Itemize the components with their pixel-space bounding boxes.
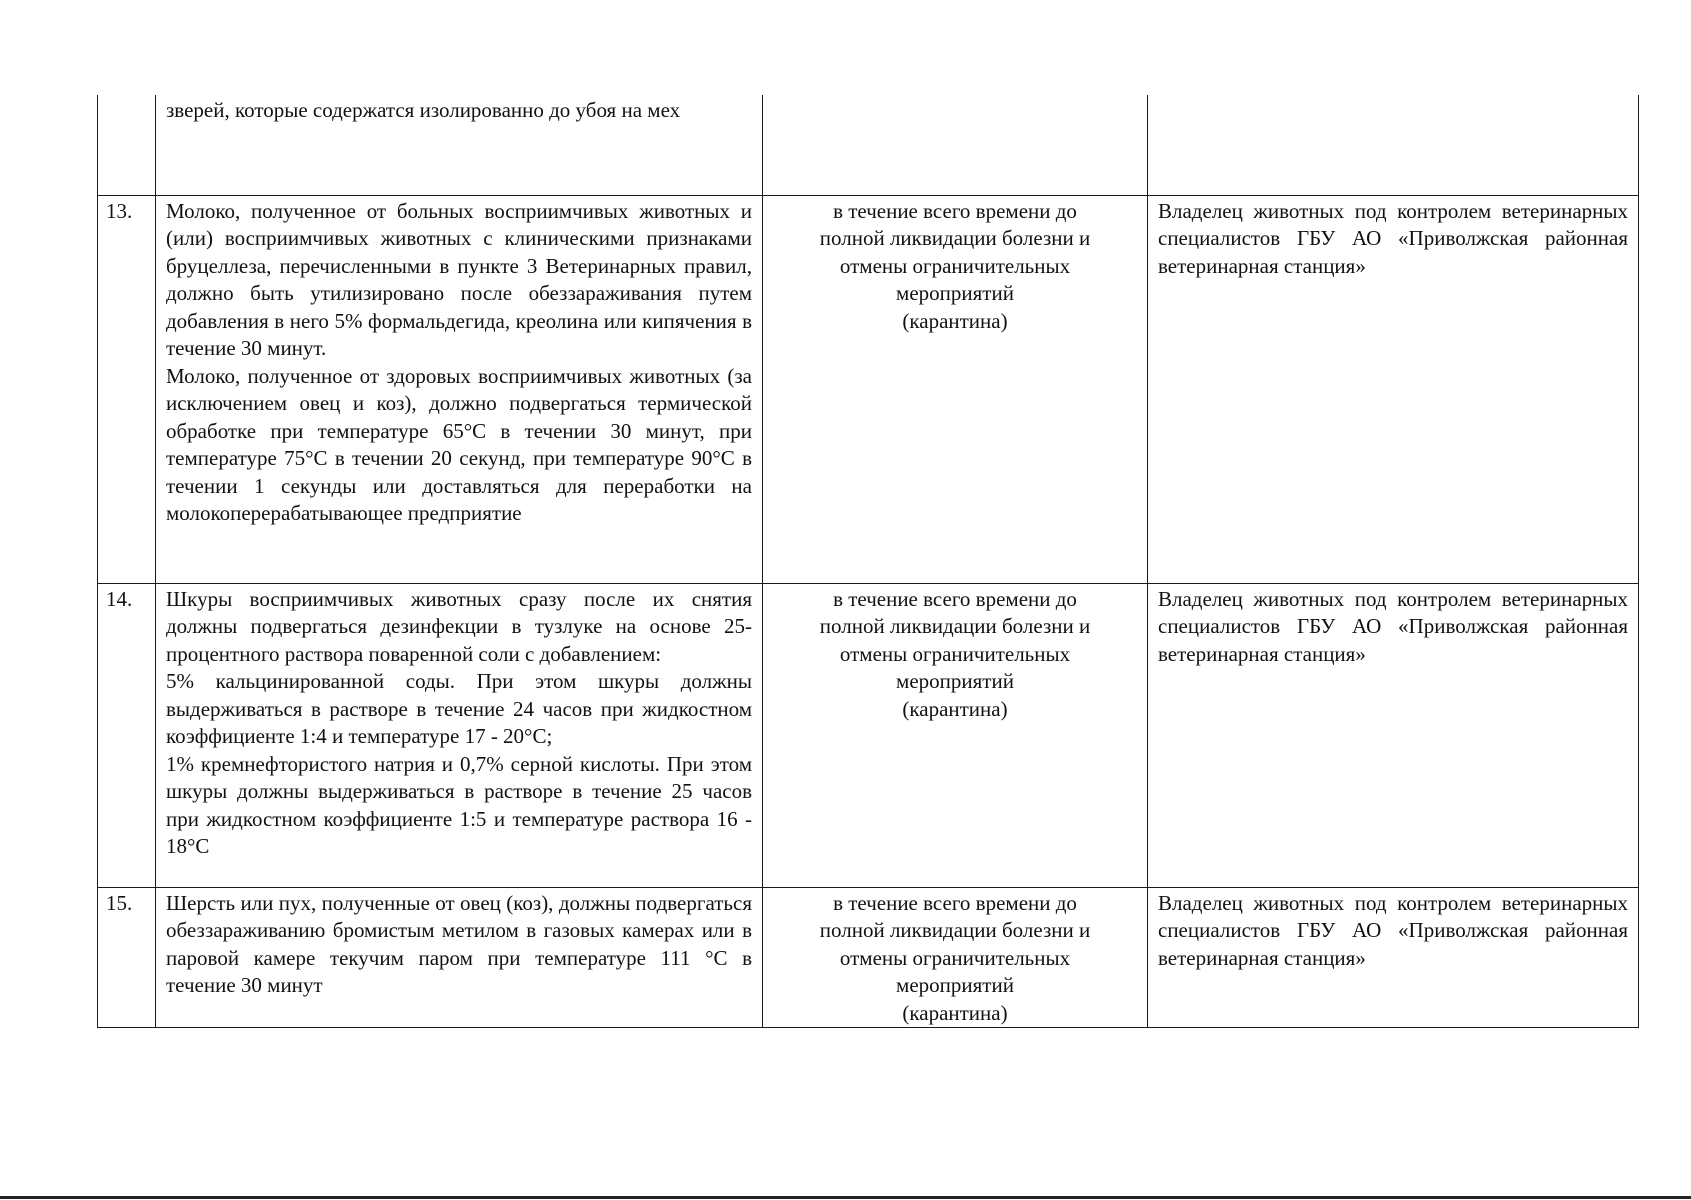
row-number: 13. [98,195,156,583]
term-line: (карантина) [902,1000,1008,1025]
term-line: мероприятий [896,669,1014,693]
term-line: полной ликвидации болезни и [819,918,1091,942]
measure-paragraph: 5% кальцинированной соды. При этом шкуры должны выдерживаться в растворе в течение 24 часов при жидкостном коэффициенте 1:4 и температуре 17 - 20°С; [166,669,752,748]
row-number-cell [98,95,156,195]
term-line: мероприятий [896,973,1014,997]
term-cell [763,583,1148,887]
term-line: отмены ограничительных [839,641,1071,666]
table-row-13 [98,195,1639,583]
term-line: (карантина) [902,696,1008,721]
measure-text-cell [156,195,763,583]
table-row-14 [98,583,1639,887]
term-cell [763,195,1148,583]
term-line: в течение всего времени до [833,890,1077,915]
term-line: отмены ограничительных [839,253,1071,278]
term-line: в течение всего времени до [833,586,1077,611]
table-row-15 [98,887,1639,1028]
scan-edge-line [0,1196,1691,1199]
measure-text-cell [156,583,763,887]
term-line: мероприятий [896,281,1014,305]
measures-table [97,95,1639,1028]
measure-paragraph: Шкуры восприимчивых животных сразу после их снятия должны подвергаться дезинфекции в тузлуке на основе 25-процентного раствора поваренной соли с добавлением: [166,586,752,666]
term-cell [763,887,1148,1028]
term-cell [763,95,1148,195]
term-line: полной ликвидации болезни и [819,226,1091,250]
measure-text-cell [156,887,763,1028]
responsible-cell [1148,95,1639,195]
row-number: 15. [98,887,156,1028]
responsible-cell: Владелец животных под контролем ветеринарных специалистов ГБУ АО «Приволжская районная ветеринарная станция» [1148,583,1639,887]
table-row-continuation [98,95,1639,195]
measure-paragraph: Шерсть или пух, полученные от овец (коз), должны подвергаться обеззараживанию бромистым метилом в газовых камерах или в паровой камере текучим паром при температуре 111 °С в течение 30 минут [166,890,752,997]
term-line: отмены ограничительных [839,945,1071,970]
measure-text-cell [156,95,763,195]
term-line: полной ликвидации болезни и [819,614,1091,638]
row-number: 14. [98,583,156,887]
measure-paragraph: Молоко, полученное от больных восприимчивых животных и (или) восприимчивых животных с клиническими признаками бруцеллеза, перечисленными в пункте 3 Ветеринарных правил, должно быть утилизировано после обеззараживания путем добавления в него 5% формальдегида, креолина или кипячения в течение 30 минут. [166,198,752,360]
term-line: (карантина) [902,308,1008,333]
measure-paragraph: Молоко, полученное от здоровых восприимчивых животных (за исключением овец и коз), должно подвергаться термической обработке при температуре 65°С в течении 30 минут, при температуре 75°С в течении 20 секунд, при температуре 90°С в течении 1 секунды или доставляться для переработки на молокоперерабатывающее предприятие [166,363,752,525]
measure-paragraph: зверей, которые содержатся изолированно до убоя на мех [166,98,681,122]
responsible-cell: Владелец животных под контролем ветеринарных специалистов ГБУ АО «Приволжская районная ветеринарная станция» [1148,887,1639,1028]
responsible-cell: Владелец животных под контролем ветеринарных специалистов ГБУ АО «Приволжская районная ветеринарная станция» [1148,195,1639,583]
measure-paragraph: 1% кремнефтористого натрия и 0,7% серной кислоты. При этом шкуры должны выдерживаться в растворе в течение 25 часов при жидкостном коэффициенте 1:5 и температуре раствора 16 - 18°С [166,751,752,858]
term-line: в течение всего времени до [833,198,1077,223]
